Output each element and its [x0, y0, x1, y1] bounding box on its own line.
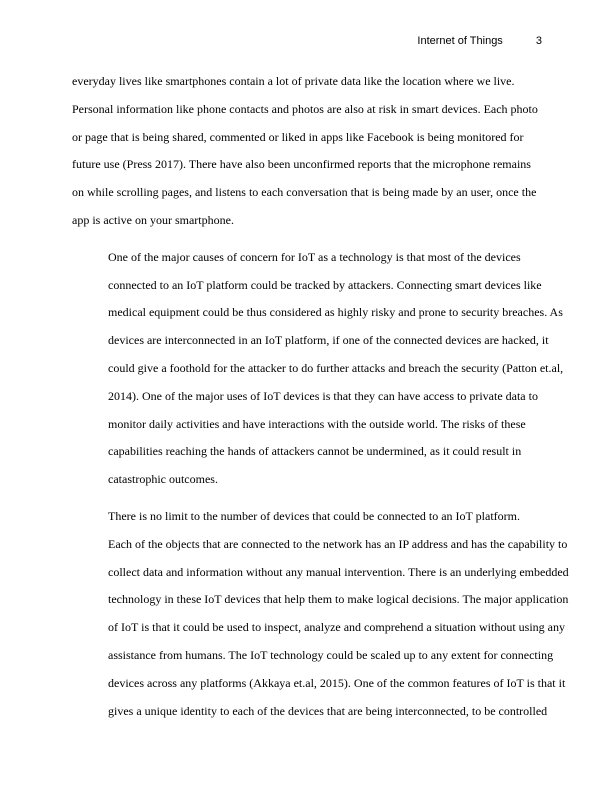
text-line: One of the major causes of concern for IoT as a technology is that most of the devices — [108, 249, 521, 264]
text-line: devices are interconnected in an IoT platform, if one of the connected devices are hacked, it — [108, 333, 549, 348]
text-line: There is no limit to the number of devices that could be connected to an IoT platform. — [108, 508, 520, 523]
text-line: catastrophic outcomes. — [108, 472, 218, 487]
text-line: medical equipment could be thus considered as highly risky and prone to security breaches. As — [108, 305, 563, 320]
text-line: on while scrolling pages, and listens to each conversation that is being made by an user, once the — [72, 185, 537, 200]
paragraph — [72, 503, 569, 725]
header-title: Internet of Things — [417, 35, 503, 47]
text-line: Each of the objects that are connected to the network has an IP address and has the capability to — [108, 536, 568, 551]
text-line: devices across any platforms (Akkaya et.al, 2015). One of the common features of IoT is that it — [108, 675, 566, 690]
paragraph — [72, 244, 564, 494]
text-line: connected to an IoT platform could be tracked by attackers. Connecting smart devices like — [108, 277, 542, 292]
body-text — [72, 68, 569, 725]
text-line: capabilities reaching the hands of attackers cannot be undermined, as it could result in — [108, 444, 522, 459]
text-line: Personal information like phone contacts and photos are also at risk in smart devices. Each photo — [72, 101, 538, 116]
paragraph — [72, 68, 540, 235]
running-header — [417, 35, 542, 47]
text-line: collect data and information without any manual intervention. There is an underlying embedded — [108, 564, 569, 579]
text-line: everyday lives like smartphones contain a lot of private data like the location where we live. — [72, 74, 515, 88]
text-line: could give a foothold for the attacker to do further attacks and breach the security (Patton et.al, — [108, 360, 564, 375]
text-line: technology in these IoT devices that help them to make logical decisions. The major application — [108, 592, 569, 607]
text-line: app is active on your smartphone. — [72, 212, 234, 227]
page-number: 3 — [535, 35, 542, 47]
text-line: gives a unique identity to each of the devices that are being interconnected, to be controlled — [108, 703, 548, 718]
text-line: 2014). One of the major uses of IoT devices is that they can have access to private data to — [108, 388, 538, 403]
text-line: or page that is being shared, commented or liked in apps like Facebook is being monitored for — [72, 129, 524, 144]
text-line: future use (Press 2017). There have also been unconfirmed reports that the microphone remains — [72, 157, 531, 172]
text-line: monitor daily activities and have interactions with the outside world. The risks of these — [108, 416, 526, 431]
text-line: assistance from humans. The IoT technology could be scaled up to any extent for connecting — [108, 647, 554, 662]
text-line: of IoT is that it could be used to inspect, analyze and comprehend a situation without using any — [108, 620, 566, 635]
